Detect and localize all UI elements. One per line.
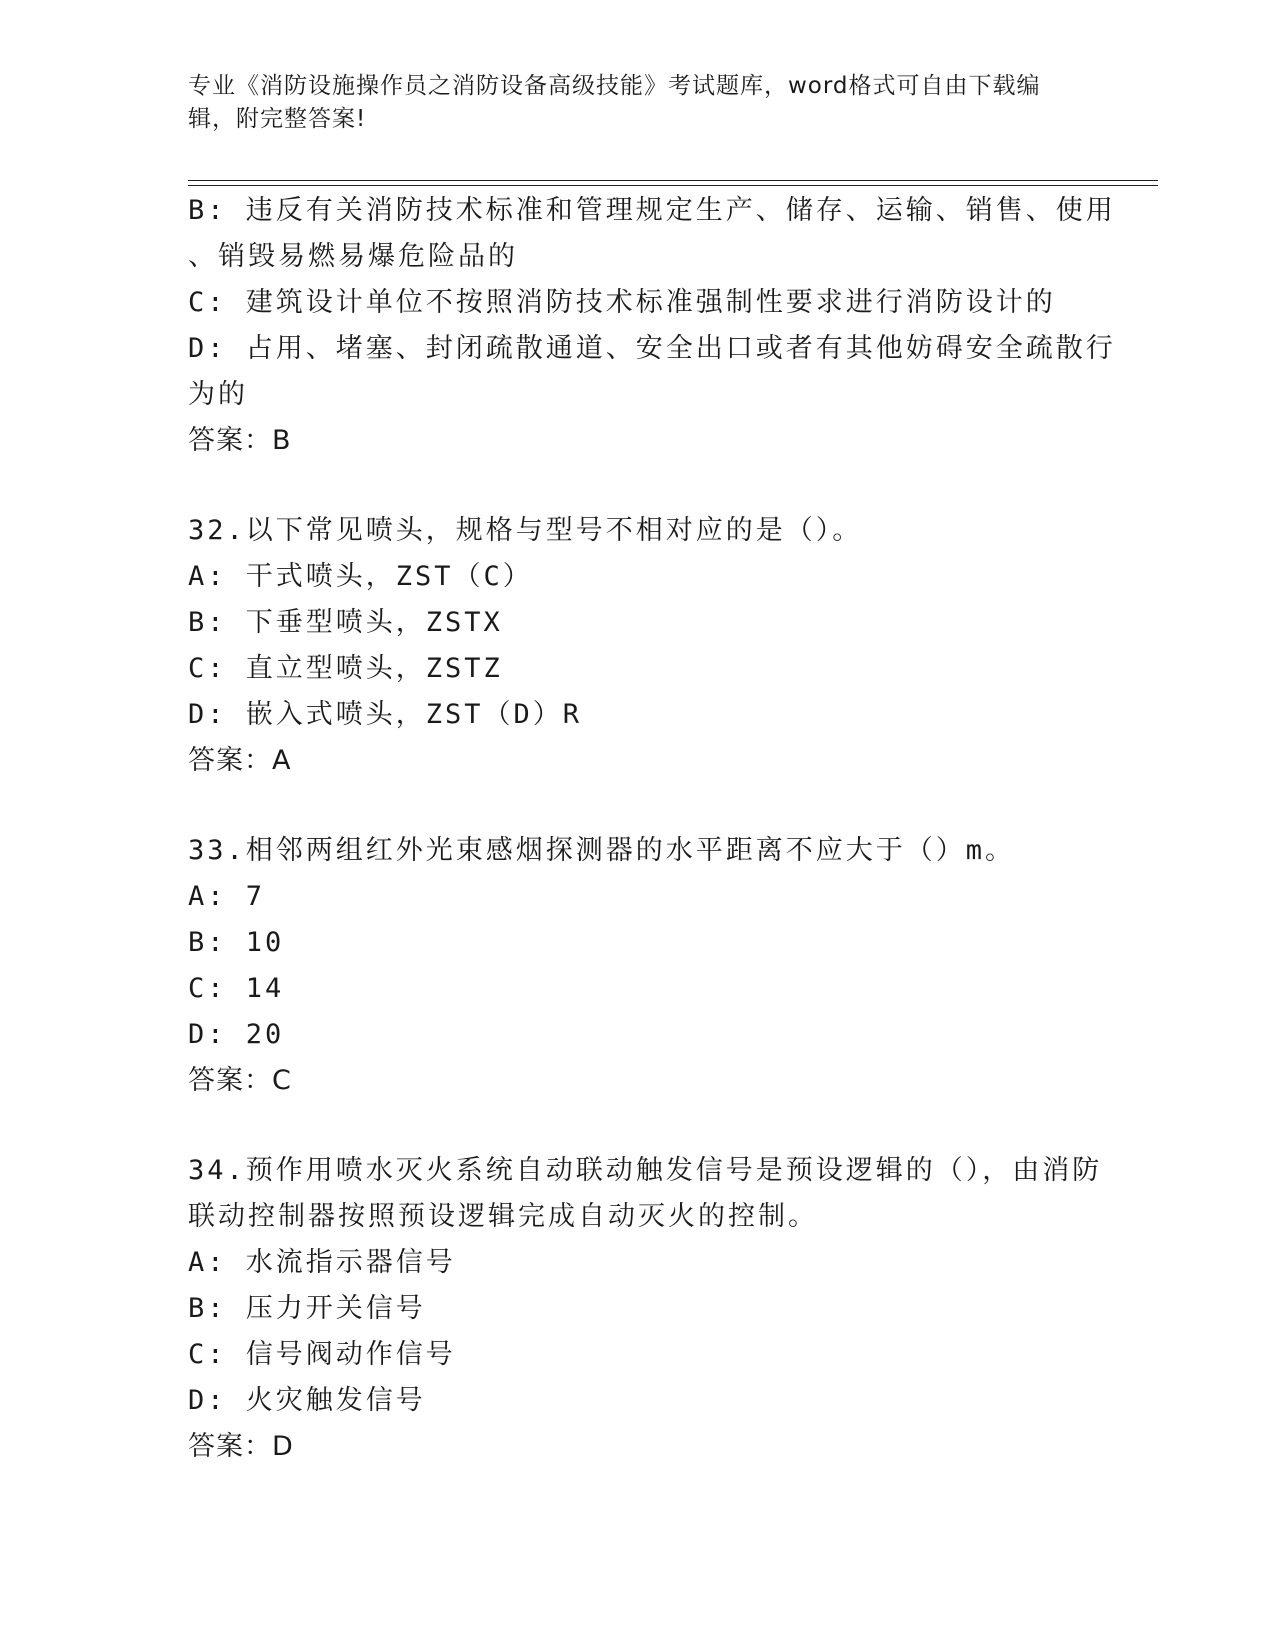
header-line-2: 辑，附完整答案! xyxy=(188,106,367,132)
q32-option-d: D: 嵌入式喷头，ZST（D）R xyxy=(188,699,583,730)
q34-question-line-2: 联动控制器按照预设逻辑完成自动灭火的控制。 xyxy=(188,1201,818,1232)
question-31-tail xyxy=(188,188,1116,464)
q33-answer: 答案：C xyxy=(188,1065,292,1096)
q31-option-d-line-2: 为的 xyxy=(188,379,248,410)
header-line-1: 专业《消防设施操作员之消防设备高级技能》考试题库，word格式可自由下载编 xyxy=(188,73,1041,99)
q34-option-b: B: 压力开关信号 xyxy=(188,1293,426,1324)
q33-option-a: A: 7 xyxy=(188,881,266,912)
q33-question: 33.相邻两组红外光束感烟探测器的水平距离不应大于（）m。 xyxy=(188,835,1016,866)
q34-answer: 答案：D xyxy=(188,1431,294,1462)
question-34 xyxy=(188,1148,1103,1470)
q34-option-d: D: 火灾触发信号 xyxy=(188,1385,426,1416)
q31-option-b-line-1: B: 违反有关消防技术标准和管理规定生产、储存、运输、销售、使用 xyxy=(188,195,1116,226)
spacer xyxy=(188,464,1088,508)
q32-answer: 答案：A xyxy=(188,745,292,776)
q31-option-c: C: 建筑设计单位不按照消防技术标准强制性要求进行消防设计的 xyxy=(188,287,1056,318)
document-header xyxy=(188,70,1088,136)
spacer xyxy=(188,1104,1088,1148)
question-content xyxy=(188,188,1116,1470)
q31-option-d-line-1: D: 占用、堵塞、封闭疏散通道、安全出口或者有其他妨碍安全疏散行 xyxy=(188,333,1116,364)
q32-option-b: B: 下垂型喷头，ZSTX xyxy=(188,607,503,638)
q34-option-c: C: 信号阀动作信号 xyxy=(188,1339,456,1370)
q34-option-a: A: 水流指示器信号 xyxy=(188,1247,456,1278)
spacer xyxy=(188,784,1088,828)
q32-option-c: C: 直立型喷头，ZSTZ xyxy=(188,653,503,684)
question-32 xyxy=(188,508,1088,784)
q32-option-a: A: 干式喷头，ZST（C） xyxy=(188,561,533,592)
q33-option-d: D: 20 xyxy=(188,1019,285,1050)
q34-question-line-1: 34.预作用喷水灭火系统自动联动触发信号是预设逻辑的（），由消防 xyxy=(188,1155,1103,1186)
q33-option-c: C: 14 xyxy=(188,973,285,1004)
q33-option-b: B: 10 xyxy=(188,927,285,958)
q32-question: 32.以下常见喷头，规格与型号不相对应的是（）。 xyxy=(188,515,863,546)
header-divider-bottom xyxy=(188,185,1158,186)
q31-answer: 答案：B xyxy=(188,425,292,456)
q31-option-b-line-2: 、销毁易燃易爆危险品的 xyxy=(188,241,518,272)
header-divider-top xyxy=(188,180,1158,181)
question-33 xyxy=(188,828,1088,1104)
